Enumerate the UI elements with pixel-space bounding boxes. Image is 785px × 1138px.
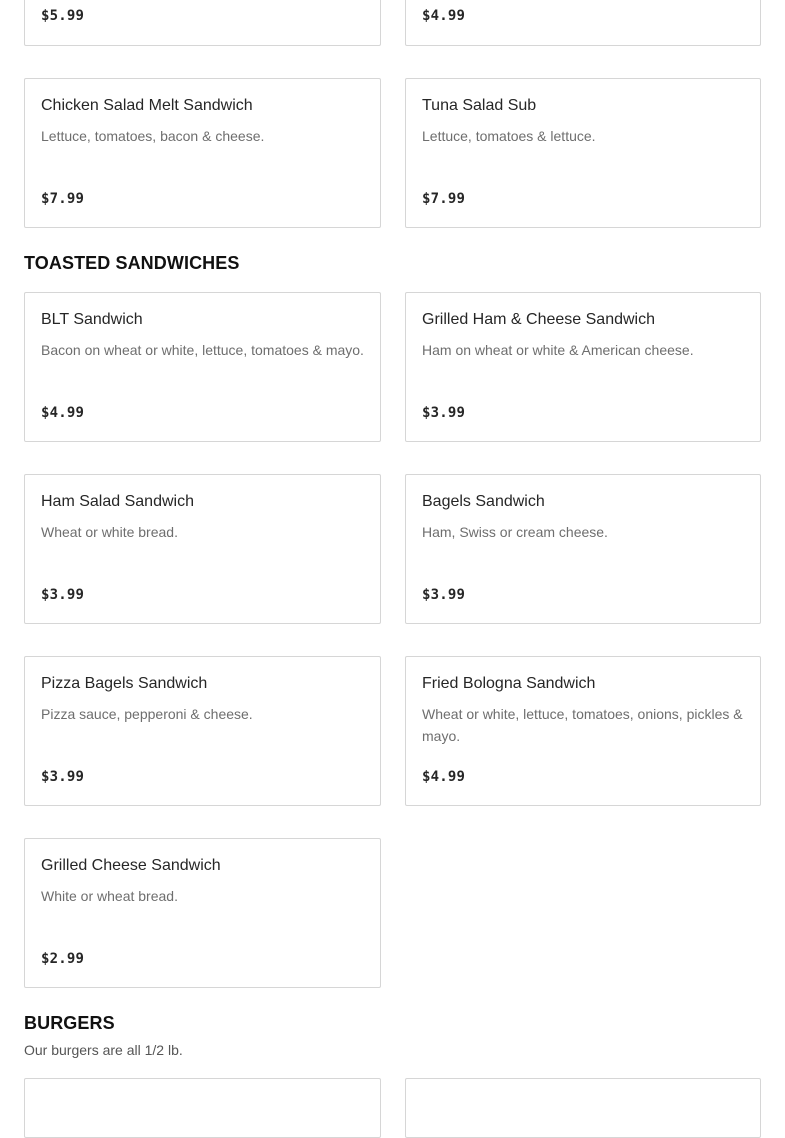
item-name: Tuna Salad Sub xyxy=(422,97,537,114)
item-description: Bacon on wheat or white, lettuce, tomatoes & mayo. xyxy=(41,342,364,358)
menu-item-card[interactable] xyxy=(405,474,761,624)
menu-item-card[interactable] xyxy=(24,292,381,442)
item-price: $7.99 xyxy=(41,191,85,207)
item-description: Ham, Swiss or cream cheese. xyxy=(422,524,608,540)
item-price: $3.99 xyxy=(41,587,85,603)
item-price: $4.99 xyxy=(422,769,466,785)
menu-item-card[interactable] xyxy=(24,1078,381,1138)
menu-item-card[interactable] xyxy=(24,838,381,988)
item-name: Grilled Ham & Cheese Sandwich xyxy=(422,311,655,328)
item-price: $3.99 xyxy=(422,587,466,603)
item-description: Lettuce, tomatoes, bacon & cheese. xyxy=(41,128,265,144)
item-price: $3.99 xyxy=(422,405,466,421)
item-name: Pizza Bagels Sandwich xyxy=(41,675,208,692)
item-description: Wheat or white bread. xyxy=(41,524,178,540)
menu-item-card[interactable] xyxy=(24,0,381,46)
item-price: $3.99 xyxy=(41,769,85,785)
menu-item-card[interactable] xyxy=(24,78,381,228)
menu-item-card[interactable] xyxy=(405,1078,761,1138)
item-price: $7.99 xyxy=(422,191,466,207)
section-description: Our burgers are all 1/2 lb. xyxy=(24,1042,183,1058)
menu-item-card[interactable] xyxy=(405,78,761,228)
item-price: $5.99 xyxy=(41,8,85,24)
item-price: $2.99 xyxy=(41,951,85,967)
item-price: $4.99 xyxy=(41,405,85,421)
menu-item-card[interactable] xyxy=(24,656,381,806)
item-description: Wheat or white, lettuce, tomatoes, onions, pickles & mayo. xyxy=(422,706,743,744)
section-title-toasted-sandwiches: TOASTED SANDWICHES xyxy=(24,253,240,273)
item-name: Bagels Sandwich xyxy=(422,493,545,510)
menu-item-card[interactable] xyxy=(405,656,761,806)
item-name: Grilled Cheese Sandwich xyxy=(41,857,221,874)
item-name: Fried Bologna Sandwich xyxy=(422,675,596,692)
item-name: Chicken Salad Melt Sandwich xyxy=(41,97,253,114)
item-name: Ham Salad Sandwich xyxy=(41,493,194,510)
item-description: Lettuce, tomatoes & lettuce. xyxy=(422,128,596,144)
menu-item-card[interactable] xyxy=(24,474,381,624)
item-price: $4.99 xyxy=(422,8,466,24)
item-description: White or wheat bread. xyxy=(41,888,178,904)
menu-item-card[interactable] xyxy=(405,0,761,46)
section-title-burgers: BURGERS xyxy=(24,1013,115,1033)
menu-item-card[interactable] xyxy=(405,292,761,442)
item-description: Pizza sauce, pepperoni & cheese. xyxy=(41,706,253,722)
item-description: Ham on wheat or white & American cheese. xyxy=(422,342,694,358)
item-name: BLT Sandwich xyxy=(41,311,143,328)
